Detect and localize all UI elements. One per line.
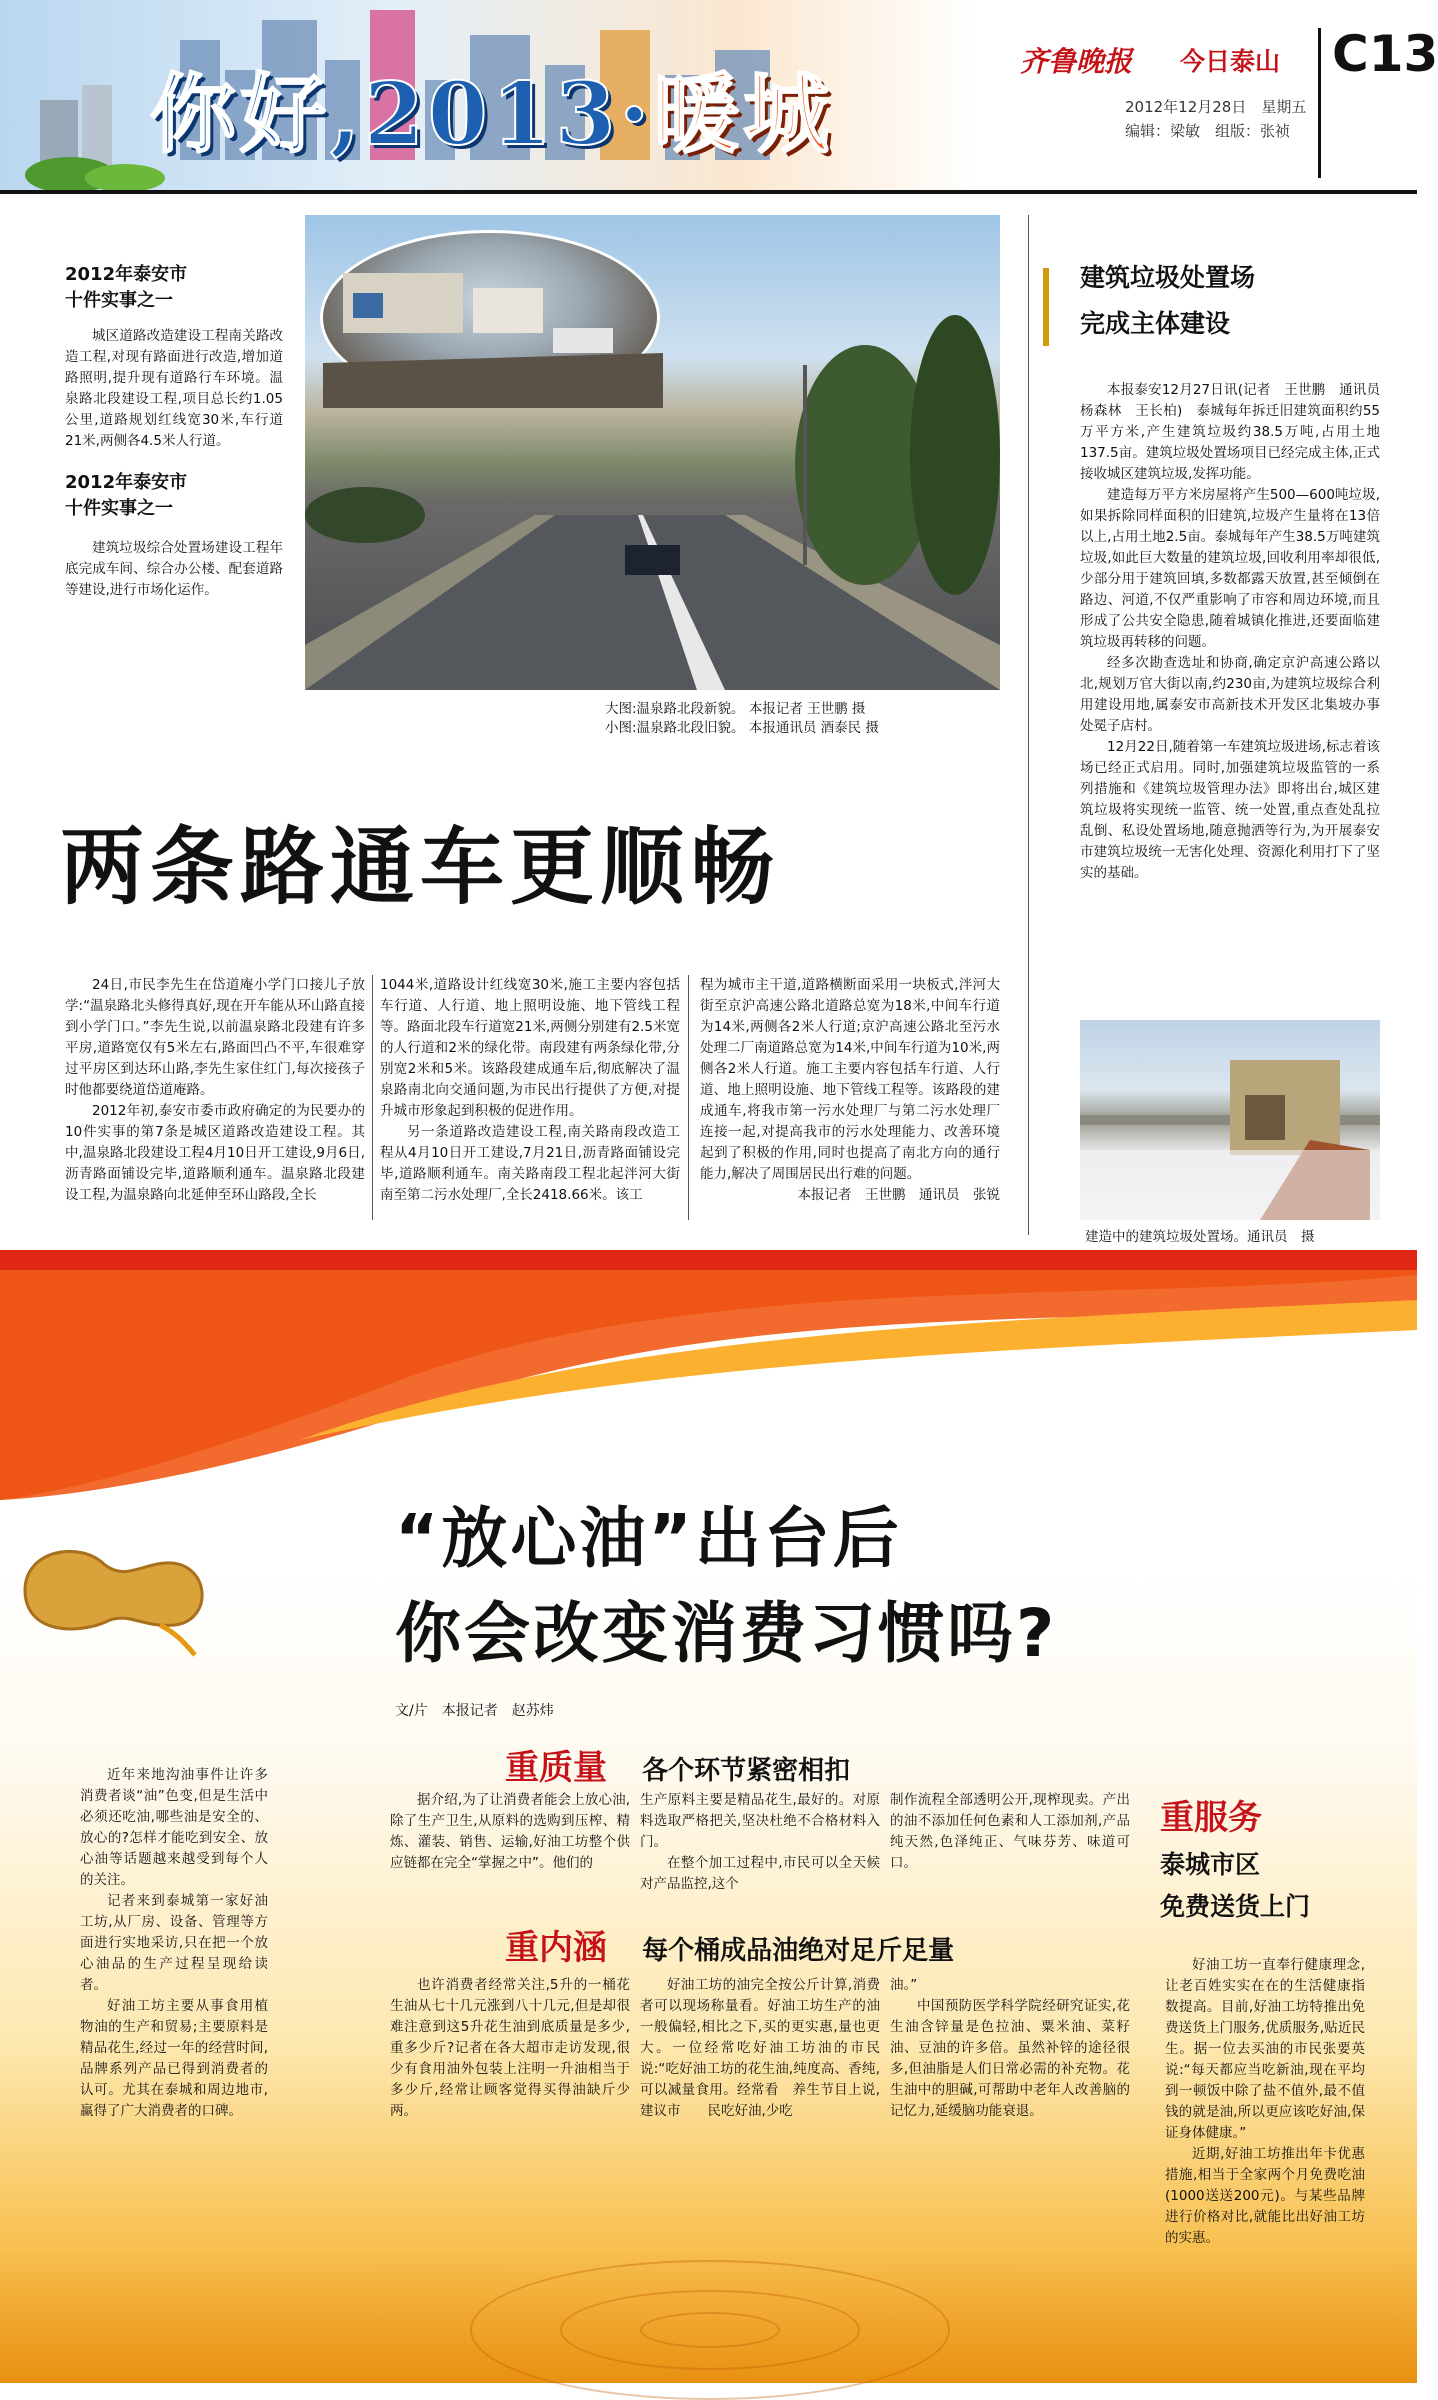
section-service-title: 免费送货上门 <box>1160 1892 1311 1921</box>
paragraph: 中国预防医学科学院经研究证实,花生油含锌量是色拉油、粟米油、菜籽油、豆油的许多倍。虽然补锌的途径很多,但油脂是人们日常必需的补充物。花生油中的胆碱,可帮助中老年人改善脑的记忆力,延缓脑功能衰退。 <box>890 1998 1130 2119</box>
paragraph: 经多次勘查选址和协商,确定京沪高速公路以北,规划万官大街以南,约230亩,为建筑垃圾综合利用建设用地,属泰安市高新技术开发区北集坡办事处冕子店村。 <box>1080 655 1380 734</box>
article-column-2 <box>380 975 680 1206</box>
article-column-3 <box>700 975 1000 1206</box>
side-box-text: 建筑垃圾综合处置场建设工程年底完成车间、综合办公楼、配套道路等建设,进行市场化运作。 <box>65 540 283 598</box>
photo-caption <box>605 700 1005 738</box>
paragraph: 好油工坊一直奉行健康理念,让老百姓实实在在的生活健康指数提高。目前,好油工坊特推出免费送货上门服务,优质服务,贴近民生。据一位去买油的市民张要英说:“每天都应当吃新油,现在平均到一顿饭中除了盐不值外,最不值钱的就是油,所以更应该吃好油,保证身体健康。” <box>1165 1957 1365 2141</box>
caption-main: 大图:温泉路北段新貌。 本报记者 王世鹏 摄 <box>605 701 866 717</box>
page-number: C13 <box>1332 25 1438 83</box>
sec1-col3 <box>890 1790 1130 1874</box>
paragraph: 另一条道路改造建设工程,南关路南段改造工程从4月10日开工建设,7月21日,沥青路面铺设完毕,道路顺利通车。南关路南段工程北起泮河大街南至第二污水处理厂,全长2418.66米。该工 <box>380 1124 680 1203</box>
section-service-body <box>1165 1955 1365 2249</box>
paragraph: 12月22日,随着第一车建筑垃圾进场,标志着该场已经正式启用。同时,加强建筑垃圾监管的一系列措施和《建筑垃圾管理办法》即将出台,城区建筑垃圾将实现统一监管、统一处置,重点查处乱拉乱倒、私设处置场地,随意抛洒等行为,为开展泰安市建筑垃圾统一无害化处理、资源化利用打下了坚实的基础。 <box>1080 739 1380 881</box>
oil-intro <box>80 1765 268 2122</box>
side-box-heading: 2012年泰安市 <box>65 264 188 285</box>
banner-title <box>150 45 833 169</box>
right-story-body <box>1080 380 1394 884</box>
column-rule <box>688 975 689 1220</box>
paragraph: 近期,好油工坊推出年卡优惠措施,相当于全家两个月免费吃油(1000送送200元)。与某些品牌进行价格对比,就能比出好油工坊的实惠。 <box>1165 2146 1365 2246</box>
paragraph: 记者来到泰城第一家好油工坊,从厂房、设备、管理等方面进行实地采访,只在把一个放心油品的生产过程呈现给读者。 <box>80 1893 268 1993</box>
sec1-col2 <box>640 1790 880 1895</box>
publication-date: 2012年12月28日 星期五 <box>1125 98 1307 116</box>
headline-oil-line-1: “放心油”出台后 <box>395 1500 902 1577</box>
section-quality-title: 各个环节紧密相扣 <box>642 1756 851 1786</box>
sec1-col1 <box>390 1790 630 1874</box>
oil-ripple <box>640 2312 780 2348</box>
section-content-heading <box>505 1920 954 1969</box>
paragraph: 也许消费者经常关注,5升的一桶花生油从七十几元涨到八十几元,但是却很难注意到这5升花生油到底质量是多少,重多少斤?记者在各大超市走访发现,很少有食用油外包装上注明一升油相当于多少斤,经常让顾客觉得买得油缺斤少两。 <box>390 1977 630 2119</box>
caption-inset: 小图:温泉路北段旧貌。 本报通讯员 酒泰民 摄 <box>605 720 879 736</box>
paragraph: 2012年初,泰安市委市政府确定的为民要办的10件实事的第7条是城区道路改造建设工程。其中,温泉路北段建设工程4月10日开工建设,9月6日,沥青路面铺设完毕,道路顺利通车。温泉路北段建设工程,为温泉路向北延伸至环山路段,全长 <box>65 1103 365 1203</box>
sec2-col3 <box>890 1975 1130 2122</box>
paragraph: 1044米,道路设计红线宽30米,施工主要内容包括车行道、人行道、地上照明设施、地下管线工程等。路面北段车行道宽21米,两侧分别建有2.5米宽的人行道和2米的绿化带。南段建有两条绿化带,分别宽2米和5米。该路段建成通车后,彻底解决了温泉路南北向交通问题,为市民出行提供了方便,对提升城市形象起到积极的促进作用。 <box>380 977 680 1119</box>
paragraph: 生产原料主要是精品花生,最好的。对原料选取严格把关,坚决杜绝不合格材料入门。 <box>640 1792 880 1850</box>
paragraph: 好油工坊的油完全按公斤计算,消费者可以现场称量看。好油工坊生产的油一般偏轻,相比之下,买的更实惠,量也更大。一位经常吃好油工坊油的市民说:“吃好油工坊的花生油,纯度高、香纯,可以减量食用。经常看 养生节目上说,建议市 民吃好油,少吃 <box>640 1977 880 2119</box>
paragraph: 好油工坊主要从事食用植物油的生产和贸易;主要原料是精品花生,经过一年的经营时间,品牌系列产品已得到消费者的认可。尤其在泰城和周边地市,赢得了广大消费者的口碑。 <box>80 1998 268 2119</box>
headline-oil-line-2: 你会改变消费习惯吗? <box>395 1595 1058 1672</box>
editor-credits: 编辑：梁敏 组版：张祯 <box>1125 122 1291 140</box>
side-box-heading: 十件实事之一 <box>65 498 173 519</box>
flame-swoosh <box>0 1250 1417 1500</box>
oil-byline: 文/片 本报记者 赵苏炜 <box>395 1703 554 1719</box>
right-story-heading: 完成主体建设 <box>1080 309 1231 338</box>
peanut-icon <box>10 1525 220 1655</box>
section-quality-heading <box>505 1740 850 1789</box>
page-header <box>0 0 1438 190</box>
accent-bar <box>1043 268 1049 346</box>
side-box-heading: 十件实事之一 <box>65 290 173 311</box>
header-rule <box>0 190 1417 194</box>
sec2-col1 <box>390 1975 630 2122</box>
paragraph: 24日,市民李先生在岱道庵小学门口接儿子放学:“温泉路北头修得真好,现在开车能从环山路直接到小学门口。”李先生说,以前温泉路北段建有许多平房,道路宽仅有5米左右,路面凹凸不平,车很难穿过平房区到达环山路,李先生家住红门,每次接孩子时他都要绕道岱道庵路。 <box>65 977 365 1098</box>
header-divider <box>1318 28 1321 178</box>
paragraph: 本报泰安12月27日讯(记者 王世鹏 通讯员 杨森林 王长柏) 泰城每年拆迁旧建筑面积约55万平方米,产生建筑垃圾约38.5万吨,占用土地137.5亩。建筑垃圾处置场项目已经完成主体,正式接收城区建筑垃圾,发挥功能。 <box>1080 382 1394 482</box>
right-column-rule <box>1028 215 1029 1235</box>
headline-roads: 两条路通车更顺畅 <box>60 818 781 916</box>
section-content-label: 重内涵 <box>505 1928 607 1968</box>
column-rule <box>372 975 373 1220</box>
old-road-illustration <box>323 233 663 408</box>
section-service <box>1160 1790 1370 1923</box>
paragraph: 制作流程全部透明公开,现榨现卖。产出的油不添加任何色素和人工添加剂,产品纯天然,色泽纯正、气味芬芳、味道可口。 <box>890 1792 1130 1871</box>
paragraph: 在整个加工过程中,市民可以全天候对产品监控,这个 <box>640 1855 880 1892</box>
section-name: 今日泰山 <box>1180 47 1281 76</box>
paragraph: 据介绍,为了让消费者能会上放心油,除了生产卫生,从原料的选购到压榨、精炼、灌装、销售、运输,好油工坊整个供应链都在完全“掌握之中”。他们的 <box>390 1792 630 1871</box>
site-photo-caption: 建造中的建筑垃圾处置场。通讯员 摄 <box>1085 1229 1315 1245</box>
section-service-label: 重服务 <box>1160 1798 1262 1838</box>
paragraph: 程为城市主干道,道路横断面采用一块板式,泮河大街至京沪高速公路北道路总宽为18米,中间车行道为14米,两侧各2米人行道;京沪高速公路北至污水处理二厂南道路总宽为14米,中间车行道为10米,两侧各2米人行道。施工主要内容包括车行道、人行道、地上照明设施、地下管线工程等。该路段的建成通车,将我市第一污水处理厂与第二污水处理厂连接一起,对提高我市的污水处理能力、改善环境起到了积极的作用,同时也提高了南北方向的通行能力,解决了周围居民出行难的问题。 <box>700 977 1000 1182</box>
paragraph: 油。” <box>890 1977 918 1993</box>
right-story <box>1080 255 1380 347</box>
old-road-inset-photo <box>320 230 660 405</box>
section-content-title: 每个桶成品油绝对足斤足量 <box>642 1936 955 1966</box>
article-byline: 本报记者 王世鹏 通讯员 张锐 <box>797 1187 1000 1203</box>
construction-site-photo <box>1080 1020 1380 1220</box>
banner-title-main: 你好,2013· <box>150 64 654 165</box>
section-service-title: 泰城市区 <box>1160 1850 1261 1879</box>
side-box-text: 城区道路改造建设工程南关路改造工程,对现有路面进行改造,增加道路照明,提升现有道路行车环境。温泉路北段建设工程,项目总长约1.05公里,道路规划红线宽30米,车行道21米,两侧各4.5米人行道。 <box>65 328 283 449</box>
section-quality-label: 重质量 <box>505 1748 607 1788</box>
paragraph: 近年来地沟油事件让许多消费者谈“油”色变,但是生活中必须还吃油,哪些油是安全的、放心的?怎样才能吃到安全、放心油等话题越来越受到每个人的关注。 <box>80 1767 268 1888</box>
banner-title-warm: 暖城 <box>653 64 834 165</box>
plant-illustration <box>30 80 170 190</box>
site-illustration <box>1080 1020 1380 1220</box>
article-column-1 <box>65 975 365 1206</box>
side-box-heading: 2012年泰安市 <box>65 472 188 493</box>
sec2-col2 <box>640 1975 880 2122</box>
right-story-heading: 建筑垃圾处置场 <box>1080 263 1256 292</box>
newspaper-name: 齐鲁晚报 <box>1020 45 1133 78</box>
paragraph: 建造每万平方米房屋将产生500—600吨垃圾,如果拆除同样面积的旧建筑,垃圾产生量将在13倍以上,占用土地2.5亩。泰城每年产生38.5万吨建筑垃圾,如此巨大数量的建筑垃圾,回收利用率却很低,少部分用于建筑回填,多数都露天放置,甚至倾倒在路边、河道,不仅严重影响了市容和周边环境,而且形成了公共安全隐患,随着城镇化推进,还要面临建筑垃圾再转移的问题。 <box>1080 487 1380 650</box>
side-box <box>65 262 283 601</box>
